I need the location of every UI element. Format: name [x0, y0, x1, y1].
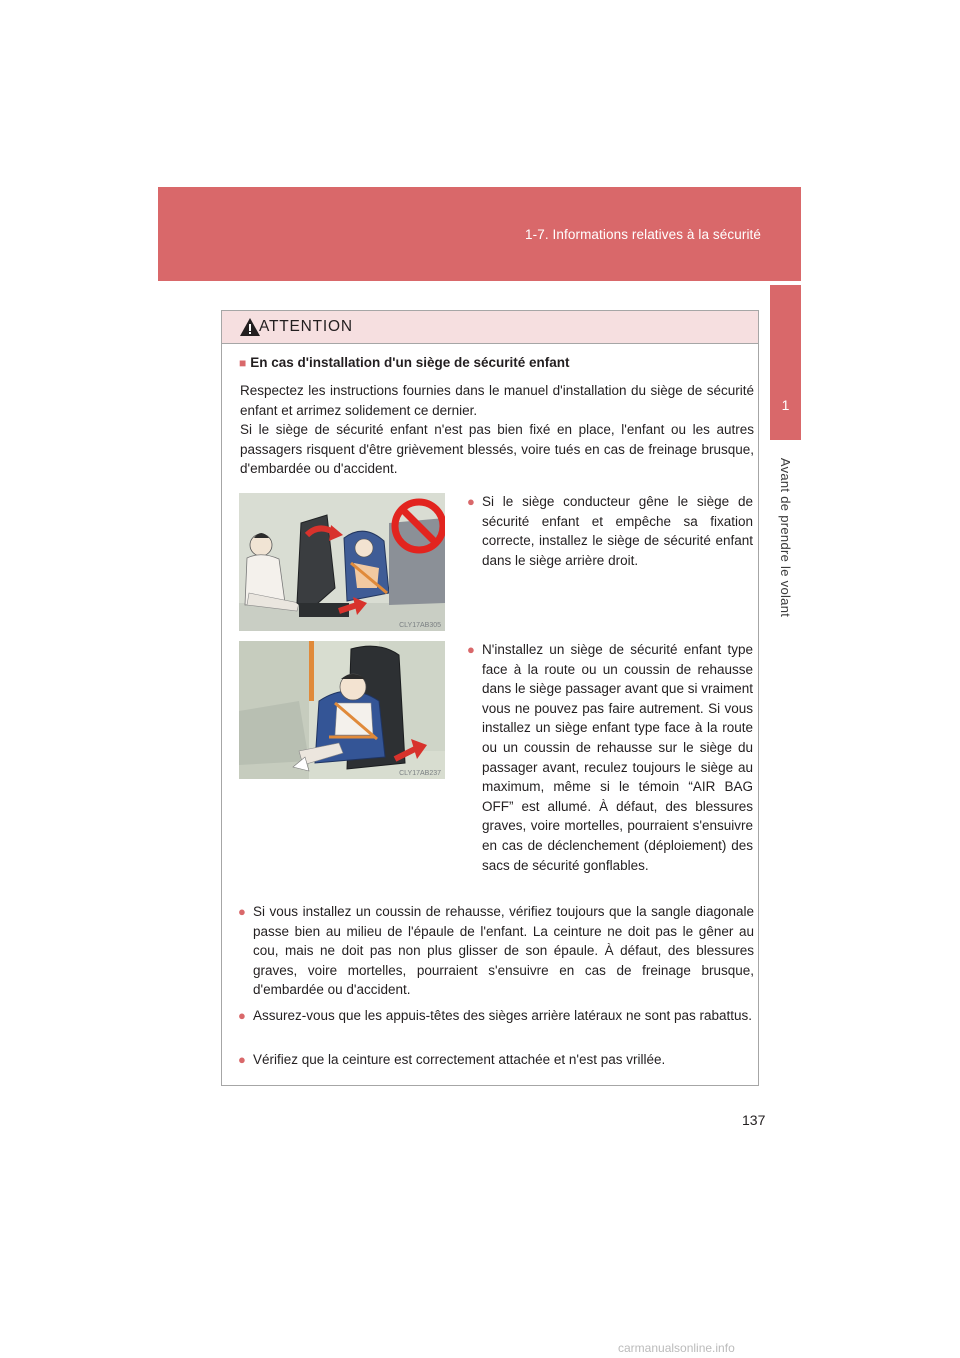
- heading-marker: ■: [239, 356, 247, 370]
- figure-code: CLY17AB237: [399, 770, 441, 777]
- side-bullet-1-text: Si le siège conducteur gêne le siège de sécurité enfant et empêche sa fixation correcte, installez le siège de sécurité enfant dans le siège arrière droit.: [482, 494, 753, 568]
- bullet-marker: ●: [238, 1008, 246, 1023]
- page-number: 137: [742, 1112, 766, 1128]
- bullet-item-2-text: Assurez-vous que les appuis-têtes des sièges arrière latéraux ne sont pas rabattus.: [253, 1008, 753, 1023]
- bullet-item-3-text: Vérifiez que la ceinture est correctement attachée et n'est pas vrillée.: [253, 1052, 666, 1067]
- figure-driver-seat-illustration: [239, 493, 445, 631]
- section-heading: [239, 355, 570, 370]
- bullet-item-1: [238, 902, 754, 1000]
- bullet-item-2: [238, 1006, 754, 1026]
- side-bullet-2: [467, 640, 753, 875]
- warning-header: [222, 311, 758, 344]
- header-band: [158, 187, 801, 281]
- figure-driver-seat-conflict: [239, 493, 445, 631]
- warning-triangle-icon: [239, 317, 261, 337]
- heading-text: En cas d'installation d'un siège de sécurité enfant: [250, 355, 570, 370]
- intro-text: [240, 381, 754, 479]
- chapter-label-wrapper: [766, 452, 806, 622]
- bullet-marker: ●: [238, 1052, 246, 1067]
- side-bullet-2-text: N'installez un siège de sécurité enfant type face à la route ou un coussin de rehausse dans le siège passager avant que si vraiment vous ne pouvez pas faire autrement. Si vous installez un siège enfant type face à la route ou un coussin de rehausse sur le siège du passager avant, reculez toujours le siège au maximum, même si le témoin “AIR BAG OFF” est allumé. À défaut, des blessures graves, voire mortelles, pourraient s'ensuivre en cas de déclenchement (déploiement) des sacs de sécurité gonflables.: [482, 642, 753, 873]
- figure-code: CLY17AB305: [399, 622, 441, 629]
- bullet-marker: ●: [467, 642, 475, 657]
- chapter-label: Avant de prendre le volant: [778, 457, 794, 617]
- chapter-number: 1: [781, 397, 790, 413]
- section-title: 1-7. Informations relatives à la sécurité: [525, 227, 761, 242]
- figure-front-seat-illustration: [239, 641, 445, 779]
- intro-paragraph-2: Si le siège de sécurité enfant n'est pas bien fixé en place, l'enfant ou les autres passagers risquent d'être grièvement blessés, voire tués en cas de freinage brusque, d'embardée ou d'accident.: [240, 422, 754, 476]
- figure-front-passenger-seat: [239, 641, 445, 779]
- bullet-marker: ●: [467, 494, 475, 509]
- warning-box: [221, 310, 759, 1086]
- bullet-item-1-text: Si vous installez un coussin de rehausse, vérifiez toujours que la sangle diagonale passe bien au milieu de l'épaule de l'enfant. La ceinture ne doit pas le gêner au cou, mais ne doit pas non plus glisser de son épaule. À défaut, des blessures graves, voire mortelles, pourraient s'ensuivre en cas de freinage brusque, d'embardée ou d'accident.: [253, 904, 754, 998]
- bullet-marker: ●: [238, 904, 246, 919]
- side-bullet-1: [467, 492, 753, 570]
- chapter-tab: [770, 285, 801, 440]
- watermark: carmanualsonline.info: [618, 1341, 735, 1355]
- intro-paragraph-1: Respectez les instructions fournies dans le manuel d'installation du siège de sécurité enfant et arrimez solidement ce dernier.: [240, 383, 754, 418]
- warning-title: ATTENTION: [259, 318, 353, 335]
- bullet-item-3: [238, 1050, 754, 1070]
